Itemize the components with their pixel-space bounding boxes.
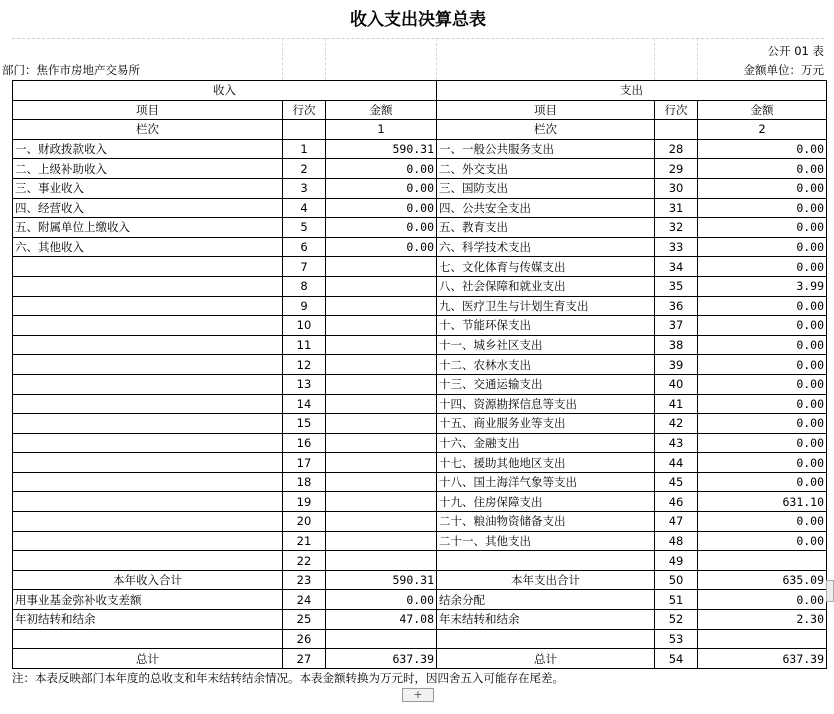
income-rowno-cell: 15 — [283, 414, 326, 434]
table-code: 公开 01 表 — [767, 44, 824, 58]
table-row — [13, 472, 827, 492]
expense-rowno-cell: 35 — [655, 276, 698, 296]
expense-rowno-cell: 28 — [655, 139, 698, 159]
income-amount-cell: 0.00 — [326, 159, 437, 179]
income-rowno-cell: 10 — [283, 316, 326, 336]
income-rowno-cell: 4 — [283, 198, 326, 218]
table-row — [13, 237, 827, 257]
table-row — [13, 453, 827, 473]
expense-amount-cell: 631.10 — [698, 492, 827, 512]
table-row — [13, 198, 827, 218]
table-row — [13, 374, 827, 394]
total-row — [13, 649, 827, 669]
expense-item-cell: 结余分配 — [437, 590, 655, 610]
income-amount-cell: 0.00 — [326, 218, 437, 238]
income-item-cell — [13, 531, 283, 551]
expense-rowno-header: 行次 — [655, 100, 698, 120]
expense-rowno-cell: 31 — [655, 198, 698, 218]
expense-item-cell: 十八、国土海洋气象等支出 — [437, 472, 655, 492]
expense-item-cell: 九、医疗卫生与计划生育支出 — [437, 296, 655, 316]
section-header-row — [13, 81, 827, 101]
expense-amount-cell: 0.00 — [698, 414, 827, 434]
income-amount-cell — [326, 453, 437, 473]
table-row — [13, 414, 827, 434]
expense-item-cell: 三、国防支出 — [437, 178, 655, 198]
table-row — [13, 257, 827, 277]
expense-amount-cell: 0.00 — [698, 159, 827, 179]
expense-rowno-cell: 34 — [655, 257, 698, 277]
income-rowno-cell: 8 — [283, 276, 326, 296]
expense-item-cell: 二十、粮油物资储备支出 — [437, 512, 655, 532]
footnote: 注：本表反映部门本年度的总收支和年末结转结余情况。本表金额转换为万元时，因四舍五入可能存在尾差。 — [12, 671, 564, 685]
expense-rowno-cell: 42 — [655, 414, 698, 434]
income-column-blank — [283, 120, 326, 140]
expense-item-cell: 十一、城乡社区支出 — [437, 335, 655, 355]
income-item-cell — [13, 355, 283, 375]
table-row — [13, 335, 827, 355]
expense-rowno-cell: 37 — [655, 316, 698, 336]
expense-amount-cell: 0.00 — [698, 531, 827, 551]
income-amount-cell — [326, 355, 437, 375]
expense-amount-cell: 0.00 — [698, 335, 827, 355]
grid-divider — [654, 38, 655, 80]
income-amount-cell — [326, 551, 437, 571]
expense-amount-cell: 0.00 — [698, 394, 827, 414]
expense-amount-cell: 0.00 — [698, 178, 827, 198]
income-item-cell — [13, 316, 283, 336]
table-row — [13, 492, 827, 512]
scrollbar-thumb[interactable] — [826, 580, 834, 602]
expense-rowno-cell: 45 — [655, 472, 698, 492]
expense-rowno-cell: 30 — [655, 178, 698, 198]
income-amount-cell — [326, 257, 437, 277]
table-row — [13, 394, 827, 414]
income-amount-cell — [326, 374, 437, 394]
income-amount-cell: 0.00 — [326, 198, 437, 218]
expense-amount-cell: 0.00 — [698, 296, 827, 316]
expense-amount-cell: 0.00 — [698, 374, 827, 394]
income-amount-cell — [326, 335, 437, 355]
income-rowno-cell: 18 — [283, 472, 326, 492]
expense-rowno-cell: 36 — [655, 296, 698, 316]
expense-rowno-cell: 51 — [655, 590, 698, 610]
page-title: 收入支出决算总表 — [12, 0, 824, 39]
expense-item-cell: 十九、住房保障支出 — [437, 492, 655, 512]
income-rowno-cell: 1 — [283, 139, 326, 159]
column-header-row — [13, 100, 827, 120]
income-rowno-cell: 14 — [283, 394, 326, 414]
expense-rowno-cell: 49 — [655, 551, 698, 571]
expense-amount-cell: 0.00 — [698, 218, 827, 238]
expense-amount-cell: 0.00 — [698, 433, 827, 453]
expense-rowno-cell: 44 — [655, 453, 698, 473]
income-amount-cell — [326, 296, 437, 316]
income-amount-cell — [326, 531, 437, 551]
income-rowno-cell: 19 — [283, 492, 326, 512]
subtotal-row — [13, 570, 827, 590]
expense-rowno-cell: 50 — [655, 570, 698, 590]
expense-amount-header: 金额 — [698, 100, 827, 120]
table-row — [13, 218, 827, 238]
expense-item-cell: 总计 — [437, 649, 655, 669]
expense-item-cell: 年末结转和结余 — [437, 610, 655, 630]
income-item-cell: 总计 — [13, 649, 283, 669]
grid-divider — [436, 38, 437, 80]
income-item-cell — [13, 629, 283, 649]
income-item-cell: 四、经营收入 — [13, 198, 283, 218]
income-item-cell — [13, 335, 283, 355]
table-row — [13, 610, 827, 630]
expense-rowno-cell: 53 — [655, 629, 698, 649]
income-rowno-cell: 9 — [283, 296, 326, 316]
income-amount-cell — [326, 316, 437, 336]
income-amount-cell: 0.00 — [326, 590, 437, 610]
expense-rowno-cell: 46 — [655, 492, 698, 512]
table-row — [13, 551, 827, 571]
expense-amount-cell: 2.30 — [698, 610, 827, 630]
table-row — [13, 159, 827, 179]
income-rowno-cell: 3 — [283, 178, 326, 198]
income-amount-cell: 637.39 — [326, 649, 437, 669]
income-amount-cell: 0.00 — [326, 178, 437, 198]
income-item-cell — [13, 433, 283, 453]
expense-amount-cell: 637.39 — [698, 649, 827, 669]
grid-divider — [282, 38, 283, 80]
income-item-cell — [13, 472, 283, 492]
income-item-cell: 三、事业收入 — [13, 178, 283, 198]
income-item-cell — [13, 492, 283, 512]
table-row — [13, 178, 827, 198]
expense-item-cell: 二、外交支出 — [437, 159, 655, 179]
expense-amount-cell: 0.00 — [698, 472, 827, 492]
expense-column-label: 栏次 — [437, 120, 655, 140]
expense-item-cell: 五、教育支出 — [437, 218, 655, 238]
expense-amount-cell: 0.00 — [698, 512, 827, 532]
table-row — [13, 512, 827, 532]
expense-item-header: 项目 — [437, 100, 655, 120]
income-rowno-cell: 12 — [283, 355, 326, 375]
grid-divider — [325, 38, 326, 80]
table-row — [13, 296, 827, 316]
unit-label: 金额单位：万元 — [743, 63, 824, 77]
expense-item-cell: 八、社会保障和就业支出 — [437, 276, 655, 296]
table-row — [13, 139, 827, 159]
income-amount-cell — [326, 629, 437, 649]
income-item-cell: 本年收入合计 — [13, 570, 283, 590]
expense-column-blank — [655, 120, 698, 140]
expense-item-cell: 十五、商业服务业等支出 — [437, 414, 655, 434]
expense-rowno-cell: 39 — [655, 355, 698, 375]
expense-amount-cell — [698, 551, 827, 571]
expense-rowno-cell: 54 — [655, 649, 698, 669]
income-item-cell: 二、上级补助收入 — [13, 159, 283, 179]
income-amount-header: 金额 — [326, 100, 437, 120]
expense-item-cell: 二十一、其他支出 — [437, 531, 655, 551]
income-item-cell — [13, 276, 283, 296]
department-label: 部门：焦作市房地产交易所 — [2, 63, 140, 77]
table-row — [13, 531, 827, 551]
table-row — [13, 276, 827, 296]
income-item-cell: 用事业基金弥补收支差额 — [13, 590, 283, 610]
add-sheet-button[interactable]: + — [402, 688, 434, 702]
expense-item-cell: 十六、金融支出 — [437, 433, 655, 453]
expense-item-cell: 十四、资源勘探信息等支出 — [437, 394, 655, 414]
expense-amount-cell — [698, 629, 827, 649]
income-item-header: 项目 — [13, 100, 283, 120]
expense-item-cell: 十二、农林水支出 — [437, 355, 655, 375]
expense-amount-cell: 0.00 — [698, 453, 827, 473]
income-rowno-cell: 20 — [283, 512, 326, 532]
expense-amount-cell: 0.00 — [698, 139, 827, 159]
income-amount-cell — [326, 414, 437, 434]
expense-item-cell: 本年支出合计 — [437, 570, 655, 590]
income-rowno-cell: 21 — [283, 531, 326, 551]
income-rowno-cell: 6 — [283, 237, 326, 257]
income-rowno-cell: 16 — [283, 433, 326, 453]
expense-rowno-cell: 43 — [655, 433, 698, 453]
table-row — [13, 629, 827, 649]
income-rowno-cell: 27 — [283, 649, 326, 669]
income-item-cell — [13, 512, 283, 532]
expense-amount-cell: 0.00 — [698, 355, 827, 375]
income-column-number: 1 — [326, 120, 437, 140]
expense-rowno-cell: 47 — [655, 512, 698, 532]
income-item-cell: 年初结转和结余 — [13, 610, 283, 630]
income-item-cell: 五、附属单位上缴收入 — [13, 218, 283, 238]
expense-rowno-cell: 40 — [655, 374, 698, 394]
expense-item-cell: 四、公共安全支出 — [437, 198, 655, 218]
expense-amount-cell: 0.00 — [698, 198, 827, 218]
income-amount-cell: 590.31 — [326, 139, 437, 159]
expense-item-cell — [437, 629, 655, 649]
expense-item-cell — [437, 551, 655, 571]
expense-item-cell: 十三、交通运输支出 — [437, 374, 655, 394]
income-amount-cell — [326, 433, 437, 453]
income-item-cell — [13, 453, 283, 473]
expense-amount-cell: 635.09 — [698, 570, 827, 590]
budget-summary-table — [12, 80, 827, 669]
income-rowno-cell: 26 — [283, 629, 326, 649]
income-item-cell: 六、其他收入 — [13, 237, 283, 257]
income-rowno-header: 行次 — [283, 100, 326, 120]
income-amount-cell — [326, 472, 437, 492]
income-amount-cell: 590.31 — [326, 570, 437, 590]
income-item-cell — [13, 394, 283, 414]
income-amount-cell — [326, 394, 437, 414]
expense-amount-cell: 0.00 — [698, 257, 827, 277]
table-row — [13, 316, 827, 336]
expense-rowno-cell: 32 — [655, 218, 698, 238]
income-rowno-cell: 23 — [283, 570, 326, 590]
income-rowno-cell: 13 — [283, 374, 326, 394]
income-amount-cell — [326, 276, 437, 296]
income-amount-cell: 47.08 — [326, 610, 437, 630]
table-row — [13, 433, 827, 453]
expense-section-header: 支出 — [437, 81, 827, 101]
income-item-cell — [13, 296, 283, 316]
income-amount-cell: 0.00 — [326, 237, 437, 257]
expense-item-cell: 七、文化体育与传媒支出 — [437, 257, 655, 277]
expense-amount-cell: 0.00 — [698, 237, 827, 257]
income-item-cell — [13, 414, 283, 434]
income-rowno-cell: 17 — [283, 453, 326, 473]
income-rowno-cell: 11 — [283, 335, 326, 355]
income-item-cell — [13, 551, 283, 571]
income-rowno-cell: 22 — [283, 551, 326, 571]
expense-amount-cell: 0.00 — [698, 316, 827, 336]
income-section-header: 收入 — [13, 81, 437, 101]
grid-divider — [697, 38, 698, 80]
expense-item-cell: 十、节能环保支出 — [437, 316, 655, 336]
expense-rowno-cell: 52 — [655, 610, 698, 630]
table-row — [13, 355, 827, 375]
income-item-cell — [13, 257, 283, 277]
income-rowno-cell: 25 — [283, 610, 326, 630]
income-column-label: 栏次 — [13, 120, 283, 140]
expense-rowno-cell: 29 — [655, 159, 698, 179]
column-number-row — [13, 120, 827, 140]
income-amount-cell — [326, 512, 437, 532]
income-rowno-cell: 5 — [283, 218, 326, 238]
income-amount-cell — [326, 492, 437, 512]
expense-item-cell: 六、科学技术支出 — [437, 237, 655, 257]
expense-rowno-cell: 38 — [655, 335, 698, 355]
income-item-cell: 一、财政拨款收入 — [13, 139, 283, 159]
expense-item-cell: 十七、援助其他地区支出 — [437, 453, 655, 473]
expense-rowno-cell: 48 — [655, 531, 698, 551]
income-item-cell — [13, 374, 283, 394]
expense-rowno-cell: 41 — [655, 394, 698, 414]
income-rowno-cell: 2 — [283, 159, 326, 179]
expense-item-cell: 一、一般公共服务支出 — [437, 139, 655, 159]
expense-rowno-cell: 33 — [655, 237, 698, 257]
expense-amount-cell: 0.00 — [698, 590, 827, 610]
expense-column-number: 2 — [698, 120, 827, 140]
expense-amount-cell: 3.99 — [698, 276, 827, 296]
income-rowno-cell: 24 — [283, 590, 326, 610]
table-row — [13, 590, 827, 610]
income-rowno-cell: 7 — [283, 257, 326, 277]
